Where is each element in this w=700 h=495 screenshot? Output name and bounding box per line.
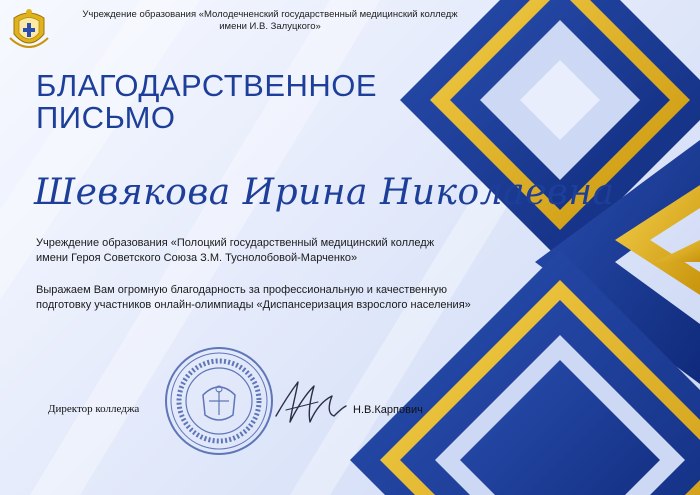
recipient-institution-line1: Учреждение образования «Полоцкий государственный медицинский колледж bbox=[36, 237, 435, 249]
document-title-line1: БЛАГОДАРСТВЕННОЕ bbox=[36, 68, 378, 103]
recipient-institution bbox=[36, 236, 576, 266]
issuing-organization bbox=[60, 9, 480, 33]
issuing-organization-line1: Учреждение образования «Молодечненский государственный медицинский колледж bbox=[82, 9, 458, 20]
official-seal-icon bbox=[163, 345, 275, 457]
director-name: Н.В.Карпович bbox=[353, 404, 423, 416]
recipient-institution-line2: имени Героя Советского Союза З.М. Туснолобовой-Марченко» bbox=[36, 252, 358, 264]
gratitude-message bbox=[36, 283, 596, 313]
document-title bbox=[36, 70, 377, 134]
recipient-name: Шевякова Ирина Николаевна bbox=[34, 172, 615, 213]
gratitude-message-line2: подготовку участников онлайн-олимпиады «Диспансеризация взрослого населения» bbox=[36, 299, 471, 311]
gratitude-message-line1: Выражаем Вам огромную благодарность за профессиональную и качественную bbox=[36, 284, 448, 296]
college-emblem-icon bbox=[6, 4, 52, 54]
document-title-line2: ПИСЬМО bbox=[36, 100, 176, 135]
director-title: Директор колледжа bbox=[48, 403, 140, 415]
handwritten-signature-icon bbox=[270, 372, 350, 432]
issuing-organization-line2: имени И.В. Залуцкого» bbox=[219, 21, 321, 32]
